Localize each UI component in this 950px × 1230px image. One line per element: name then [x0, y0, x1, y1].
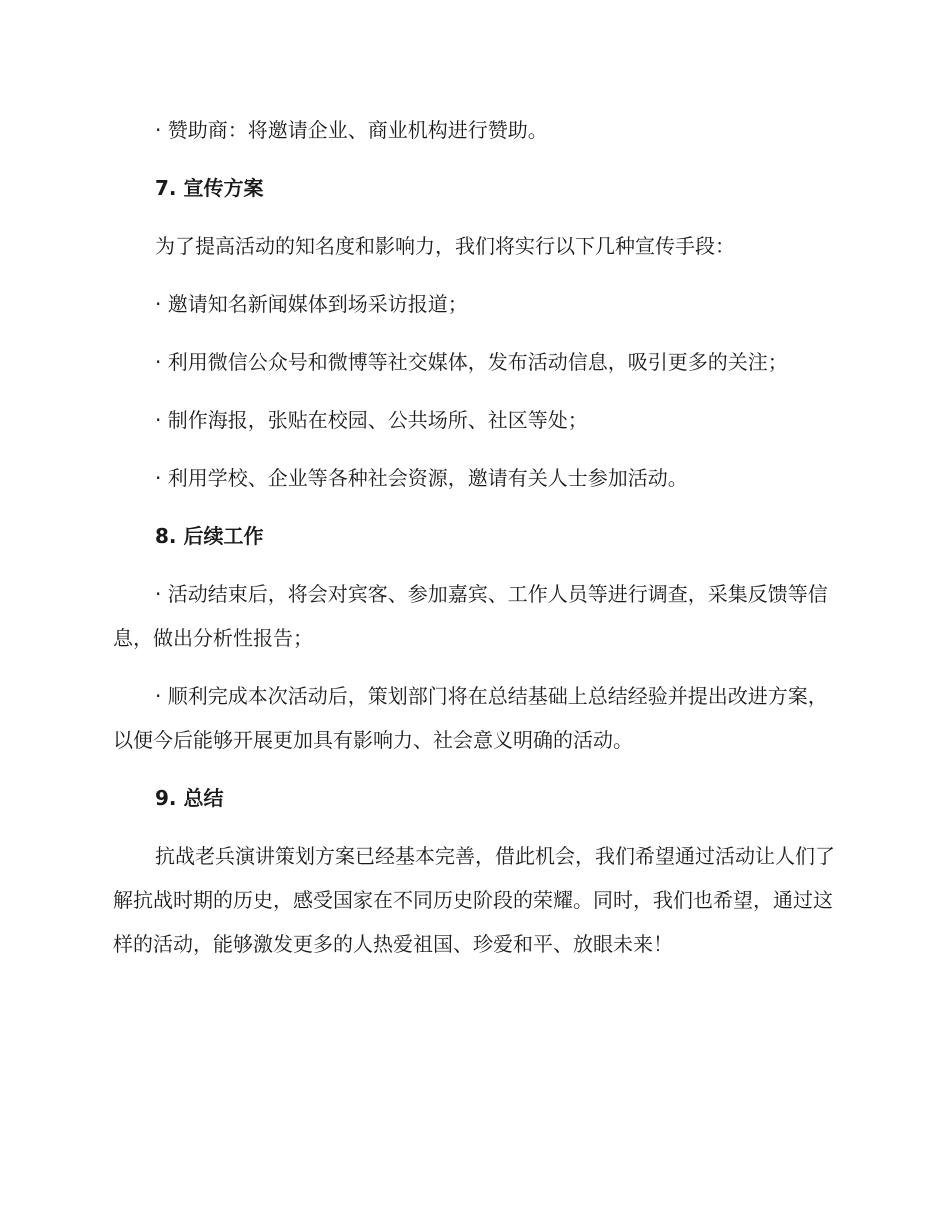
heading-summary: 9. 总结 — [155, 786, 224, 810]
heading-follow-up-work: 8. 后续工作 — [155, 524, 264, 548]
bullet-survey-report: · 活动结束后，将会对宾客、参加嘉宾、工作人员等进行调查，采集反馈等信息，做出分析性报告； — [113, 582, 828, 650]
bullet-social-media: · 利用微信公众号和微博等社交媒体，发布活动信息，吸引更多的关注； — [155, 350, 788, 374]
summary-paragraph: 抗战老兵演讲策划方案已经基本完善，借此机会，我们希望通过活动让人们了解抗战时期的历史，感受国家在不同历史阶段的荣耀。同时，我们也希望，通过这样的活动，能够激发更多的人热爱祖国、珍爱和平、放眼未来！ — [113, 844, 835, 956]
heading-promotion-plan: 7. 宣传方案 — [155, 176, 264, 200]
bullet-sponsors: · 赞助商：将邀请企业、商业机构进行赞助。 — [155, 118, 548, 142]
promotion-intro-paragraph: 为了提高活动的知名度和影响力，我们将实行以下几种宣传手段： — [155, 234, 735, 258]
bullet-news-media: · 邀请知名新闻媒体到场采访报道； — [155, 292, 468, 316]
bullet-posters: · 制作海报，张贴在校园、公共场所、社区等处； — [155, 408, 588, 432]
bullet-improvement-plan: · 顺利完成本次活动后，策划部门将在总结基础上总结经验并提出改进方案，以便今后能够开展更加具有影响力、社会意义明确的活动。 — [113, 684, 828, 752]
bullet-social-resources: · 利用学校、企业等各种社会资源，邀请有关人士参加活动。 — [155, 466, 688, 490]
document-body — [113, 108, 838, 980]
